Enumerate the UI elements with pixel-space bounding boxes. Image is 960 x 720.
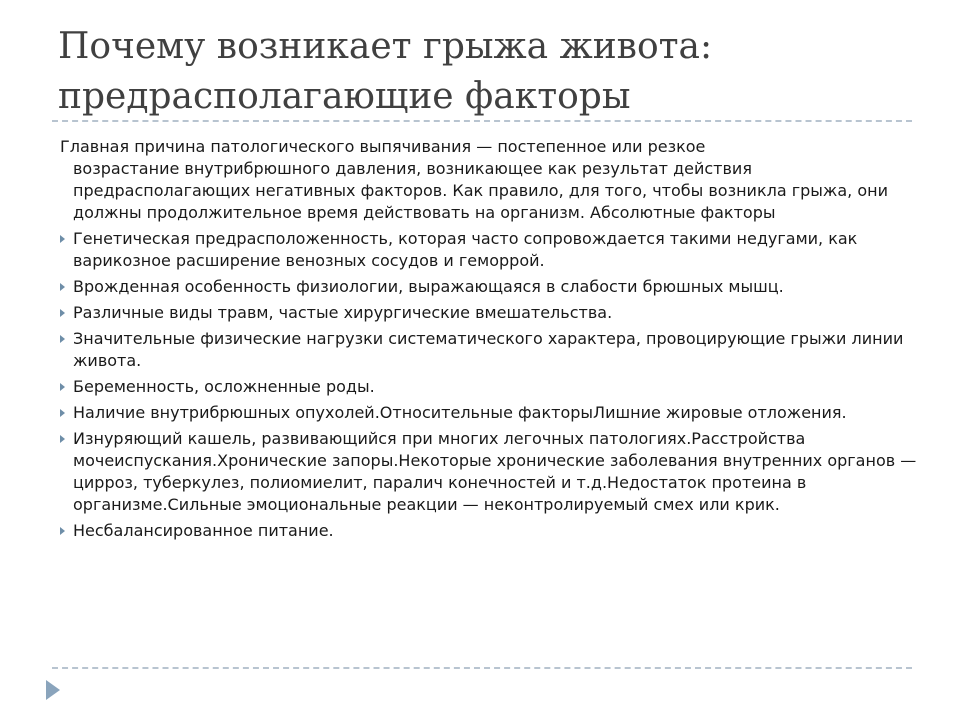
lead-first-line: Главная причина патологического выпячивания — постепенное или резкое	[60, 137, 706, 156]
list-item	[60, 228, 920, 272]
list-item	[60, 376, 920, 398]
triangle-right-bullet-icon	[60, 435, 65, 443]
list-item-text: Несбалансированное питание.	[73, 521, 334, 540]
list-item-text: Значительные физические нагрузки систематического характера, провоцирующие грыжи линии живота.	[73, 329, 904, 370]
list-item-text: Изнуряющий кашель, развивающийся при многих легочных патологиях.Расстройства мочеиспускания.Хронические запоры.Некоторые хронические заболевания внутренних органов — цирроз, туберкулез, полиомиелит, паралич конечностей и т.д.Недостаток протеина в организме.Сильные эмоциональные реакции — неконтролируемый смех или крик.	[73, 429, 917, 514]
footer-divider	[52, 667, 912, 669]
slide-title	[58, 22, 918, 122]
list-item	[60, 520, 920, 542]
list-item-text: Наличие внутрибрюшных опухолей.Относительные факторыЛишние жировые отложения.	[73, 403, 847, 422]
triangle-right-bullet-icon	[60, 383, 65, 391]
triangle-right-bullet-icon	[60, 335, 65, 343]
slide-title-line-2: предрасполагающие факторы	[58, 76, 631, 117]
triangle-right-bullet-icon	[60, 283, 65, 291]
play-arrow-icon[interactable]	[46, 680, 60, 700]
title-divider	[52, 120, 912, 122]
list-item	[60, 428, 920, 516]
lead-paragraph	[60, 136, 920, 224]
list-item	[60, 276, 920, 298]
list-item	[60, 328, 920, 372]
list-item-text: Генетическая предрасположенность, которая часто сопровождается такими недугами, как варикозное расширение венозных сосудов и геморрой.	[73, 229, 858, 270]
factor-list	[60, 228, 920, 542]
triangle-right-bullet-icon	[60, 527, 65, 535]
triangle-right-bullet-icon	[60, 309, 65, 317]
list-item-text: Различные виды травм, частые хирургические вмешательства.	[73, 303, 613, 322]
slide-body	[60, 136, 920, 546]
triangle-right-bullet-icon	[60, 235, 65, 243]
list-item	[60, 402, 920, 424]
list-item-text: Беременность, осложненные роды.	[73, 377, 375, 396]
triangle-right-bullet-icon	[60, 409, 65, 417]
lead-continuation: возрастание внутрибрюшного давления, возникающее как результат действия предрасполагающих негативных факторов. Как правило, для того, чтобы возникла грыжа, они должны продолжительное время действовать на организм. Абсолютные факторы	[73, 159, 888, 222]
list-item	[60, 302, 920, 324]
slide-title-line-1: Почему возникает грыжа живота:	[58, 26, 713, 67]
list-item-text: Врожденная особенность физиологии, выражающаяся в слабости брюшных мышц.	[73, 277, 784, 296]
